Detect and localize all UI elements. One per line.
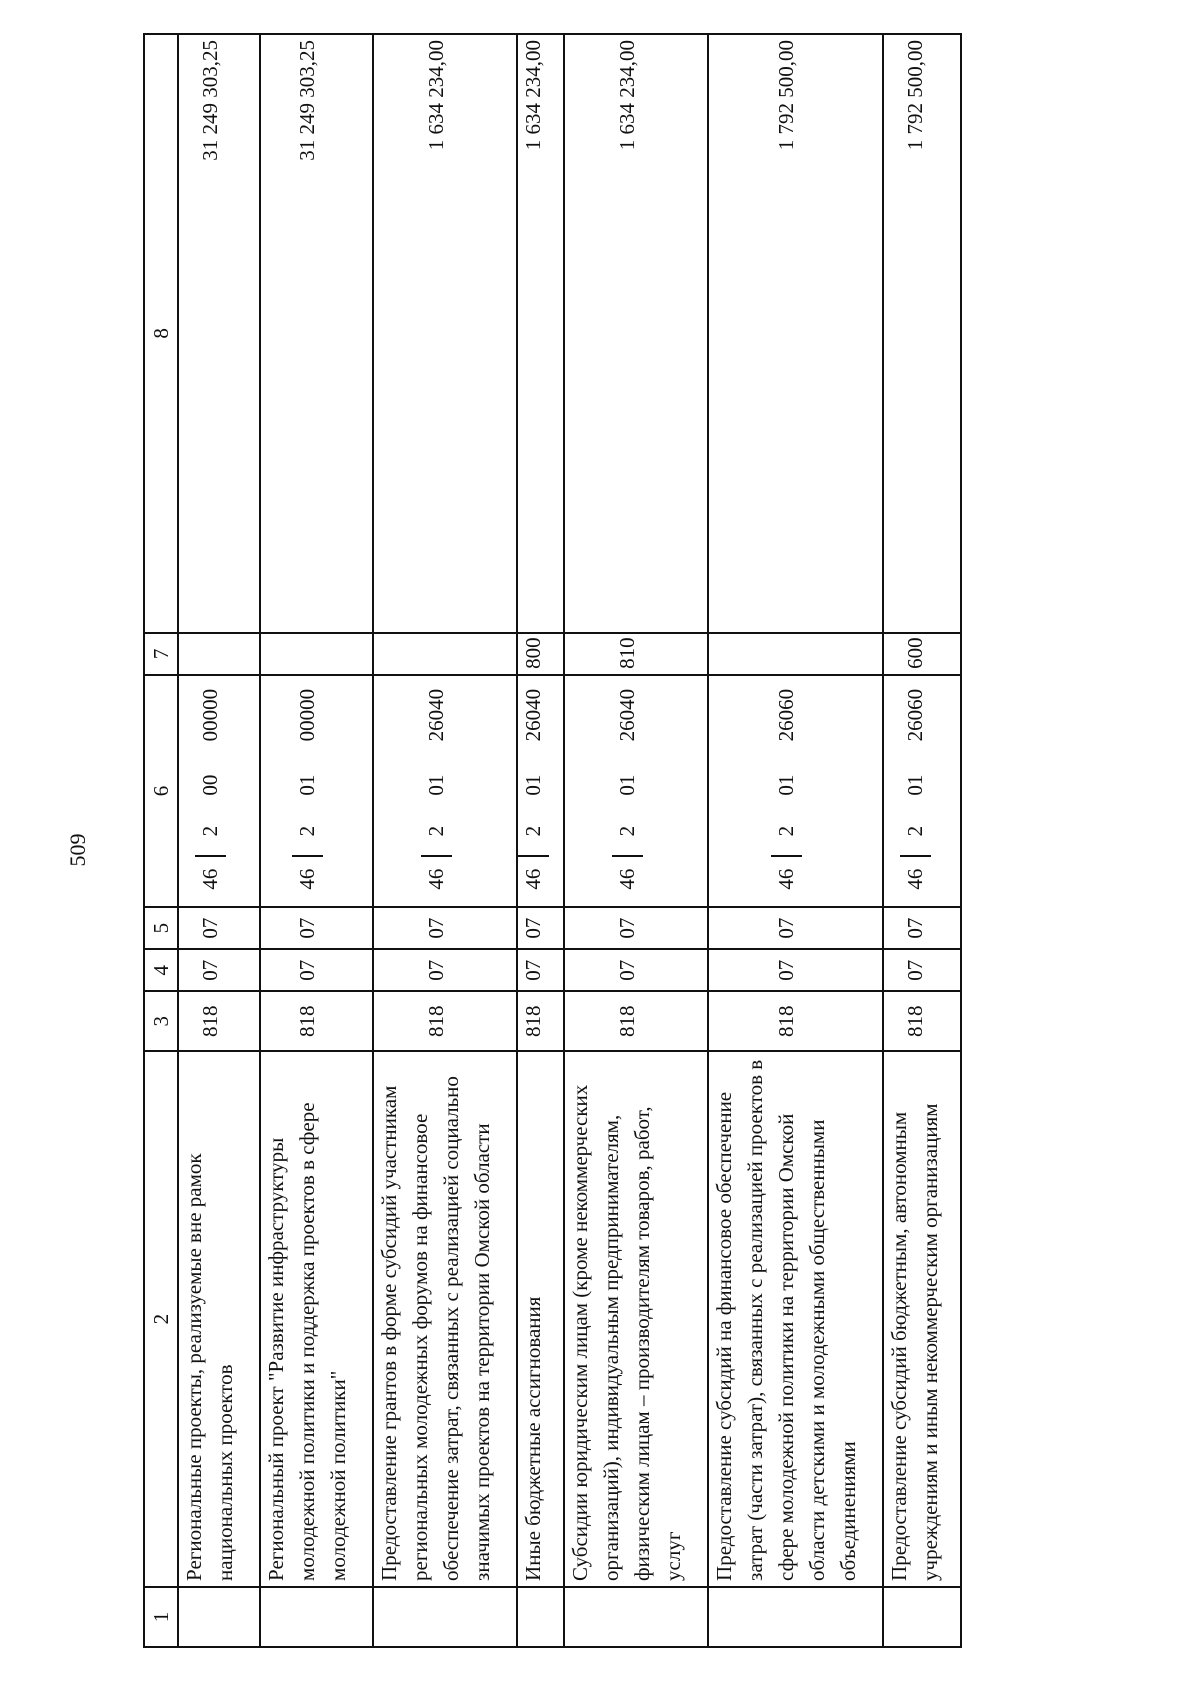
target-article-segment: 00000 [197, 688, 222, 742]
section-code-cell: 07 [883, 949, 946, 991]
row-number-cell [517, 1587, 549, 1647]
target-article-segment: 2 [614, 825, 639, 837]
amount-cell: 1 634 234,00 [564, 34, 689, 633]
target-article-divider [195, 855, 226, 857]
table-row [178, 34, 241, 1647]
expense-type-cell: 800 [517, 633, 549, 675]
target-article-segment: 46 [295, 868, 319, 890]
subsection-code-cell: 07 [178, 907, 241, 949]
target-article-divider [421, 855, 452, 857]
target-article-segment: 26040 [614, 688, 639, 742]
row-separator [689, 34, 708, 1647]
section-code-cell: 07 [373, 949, 498, 991]
page-number: 509 [65, 833, 90, 867]
target-article-divider [612, 855, 643, 857]
amount-cell: 1 634 234,00 [517, 34, 549, 633]
subsection-code-cell: 07 [373, 907, 498, 949]
budget-table-rotated [143, 33, 973, 1648]
target-article-segment: 01 [423, 774, 448, 796]
row-separator [498, 34, 517, 1647]
row-separator [241, 34, 260, 1647]
row-name-cell: Предоставление грантов в форме субсидий участникам региональных молодежных форумов на финансовое обеспечение затрат, связанных с реализацией социально значимых проектов на территории Омской области [373, 1051, 498, 1587]
section-code-cell: 07 [517, 949, 549, 991]
subsection-code-cell: 07 [260, 907, 354, 949]
section-code-cell: 07 [708, 949, 864, 991]
column-header: 2 [144, 1051, 178, 1587]
expense-type-cell [373, 633, 498, 675]
table-row [708, 34, 864, 1647]
table-row [373, 34, 498, 1647]
ministry-code-cell: 818 [517, 991, 549, 1051]
target-article-segment: 2 [295, 825, 319, 837]
target-article-divider [292, 855, 323, 857]
target-article-divider [518, 855, 549, 857]
subsection-code-cell: 07 [517, 907, 549, 949]
column-header: 7 [144, 633, 178, 675]
column-number-row [144, 34, 178, 1647]
section-code-cell: 07 [564, 949, 689, 991]
section-code-cell: 07 [260, 949, 354, 991]
target-article-segment: 46 [774, 868, 798, 890]
target-article-segment: 46 [197, 868, 222, 890]
row-number-cell [260, 1587, 354, 1647]
ministry-code-cell: 818 [373, 991, 498, 1051]
subsection-code-cell: 07 [708, 907, 864, 949]
target-article-segment: 26040 [521, 688, 545, 742]
row-number-cell [564, 1587, 689, 1647]
amount-cell: 31 249 303,25 [178, 34, 241, 633]
target-article-segment: 26060 [774, 688, 798, 742]
row-separator [864, 34, 883, 1647]
target-article-segment: 01 [521, 774, 545, 796]
target-article-segment: 46 [521, 868, 545, 890]
target-article-segment: 2 [423, 825, 448, 837]
column-header: 3 [144, 991, 178, 1051]
target-article-cell [517, 675, 549, 907]
expense-type-cell [260, 633, 354, 675]
target-article-segment: 2 [521, 825, 545, 837]
row-name-cell: Предоставление субсидий бюджетным, автономным учреждениям и иным некоммерческим организациям [883, 1051, 946, 1587]
target-article-segment: 46 [423, 868, 448, 890]
target-article-cell [373, 675, 498, 907]
ministry-code-cell: 818 [708, 991, 864, 1051]
row-separator [946, 34, 961, 1647]
target-article-segment: 26040 [423, 688, 448, 742]
table-row [517, 34, 549, 1647]
target-article-segment: 01 [295, 774, 319, 796]
row-name-cell: Иные бюджетные ассигнования [517, 1051, 549, 1587]
target-article-segment: 46 [902, 868, 927, 890]
row-separator [549, 34, 564, 1647]
target-article-segment: 2 [902, 825, 927, 837]
row-name-cell: Региональный проект "Развитие инфраструктуры молодежной политики и поддержка проектов в сфере молодежной политики" [260, 1051, 354, 1587]
row-name-cell: Предоставление субсидий на финансовое обеспечение затрат (части затрат), связанных с реализацией проектов в сфере молодежной политики на территории Омской области детскими и молодежными общественными объединениями [708, 1051, 864, 1587]
expense-type-cell: 810 [564, 633, 689, 675]
amount-cell: 1 792 500,00 [883, 34, 946, 633]
column-header: 8 [144, 34, 178, 633]
target-article-segment: 46 [614, 868, 639, 890]
table-row [564, 34, 689, 1647]
row-number-cell [178, 1587, 241, 1647]
target-article-segment: 01 [902, 774, 927, 796]
row-name-cell: Региональные проекты, реализуемые вне рамок национальных проектов [178, 1051, 241, 1587]
ministry-code-cell: 818 [260, 991, 354, 1051]
column-header: 4 [144, 949, 178, 991]
subsection-code-cell: 07 [883, 907, 946, 949]
section-code-cell: 07 [178, 949, 241, 991]
target-article-segment: 2 [197, 825, 222, 837]
budget-table [143, 33, 962, 1648]
table-row [883, 34, 946, 1647]
target-article-divider [771, 855, 802, 857]
row-number-cell [373, 1587, 498, 1647]
target-article-cell [708, 675, 864, 907]
target-article-segment: 01 [614, 774, 639, 796]
target-article-segment: 00000 [295, 688, 319, 742]
row-separator [354, 34, 373, 1647]
row-number-cell [708, 1587, 864, 1647]
ministry-code-cell: 818 [883, 991, 946, 1051]
row-name-cell: Субсидии юридическим лицам (кроме некоммерческих организаций), индивидуальным предпринимателям, физическим лицам – производителям товаров, работ, услуг [564, 1051, 689, 1587]
target-article-segment: 01 [774, 774, 798, 796]
table-row [260, 34, 354, 1647]
amount-cell: 1 634 234,00 [373, 34, 498, 633]
target-article-segment: 26060 [902, 688, 927, 742]
subsection-code-cell: 07 [564, 907, 689, 949]
target-article-cell [260, 675, 354, 907]
table-body [144, 34, 961, 1647]
target-article-divider [900, 855, 931, 857]
expense-type-cell [708, 633, 864, 675]
ministry-code-cell: 818 [564, 991, 689, 1051]
target-article-cell [564, 675, 689, 907]
target-article-cell [178, 675, 241, 907]
amount-cell: 31 249 303,25 [260, 34, 354, 633]
target-article-cell [883, 675, 946, 907]
target-article-segment: 2 [774, 825, 798, 837]
target-article-segment: 00 [197, 774, 222, 796]
expense-type-cell [178, 633, 241, 675]
row-number-cell [883, 1587, 946, 1647]
column-header: 5 [144, 907, 178, 949]
ministry-code-cell: 818 [178, 991, 241, 1051]
column-header: 6 [144, 675, 178, 907]
column-header: 1 [144, 1587, 178, 1647]
expense-type-cell: 600 [883, 633, 946, 675]
amount-cell: 1 792 500,00 [708, 34, 864, 633]
